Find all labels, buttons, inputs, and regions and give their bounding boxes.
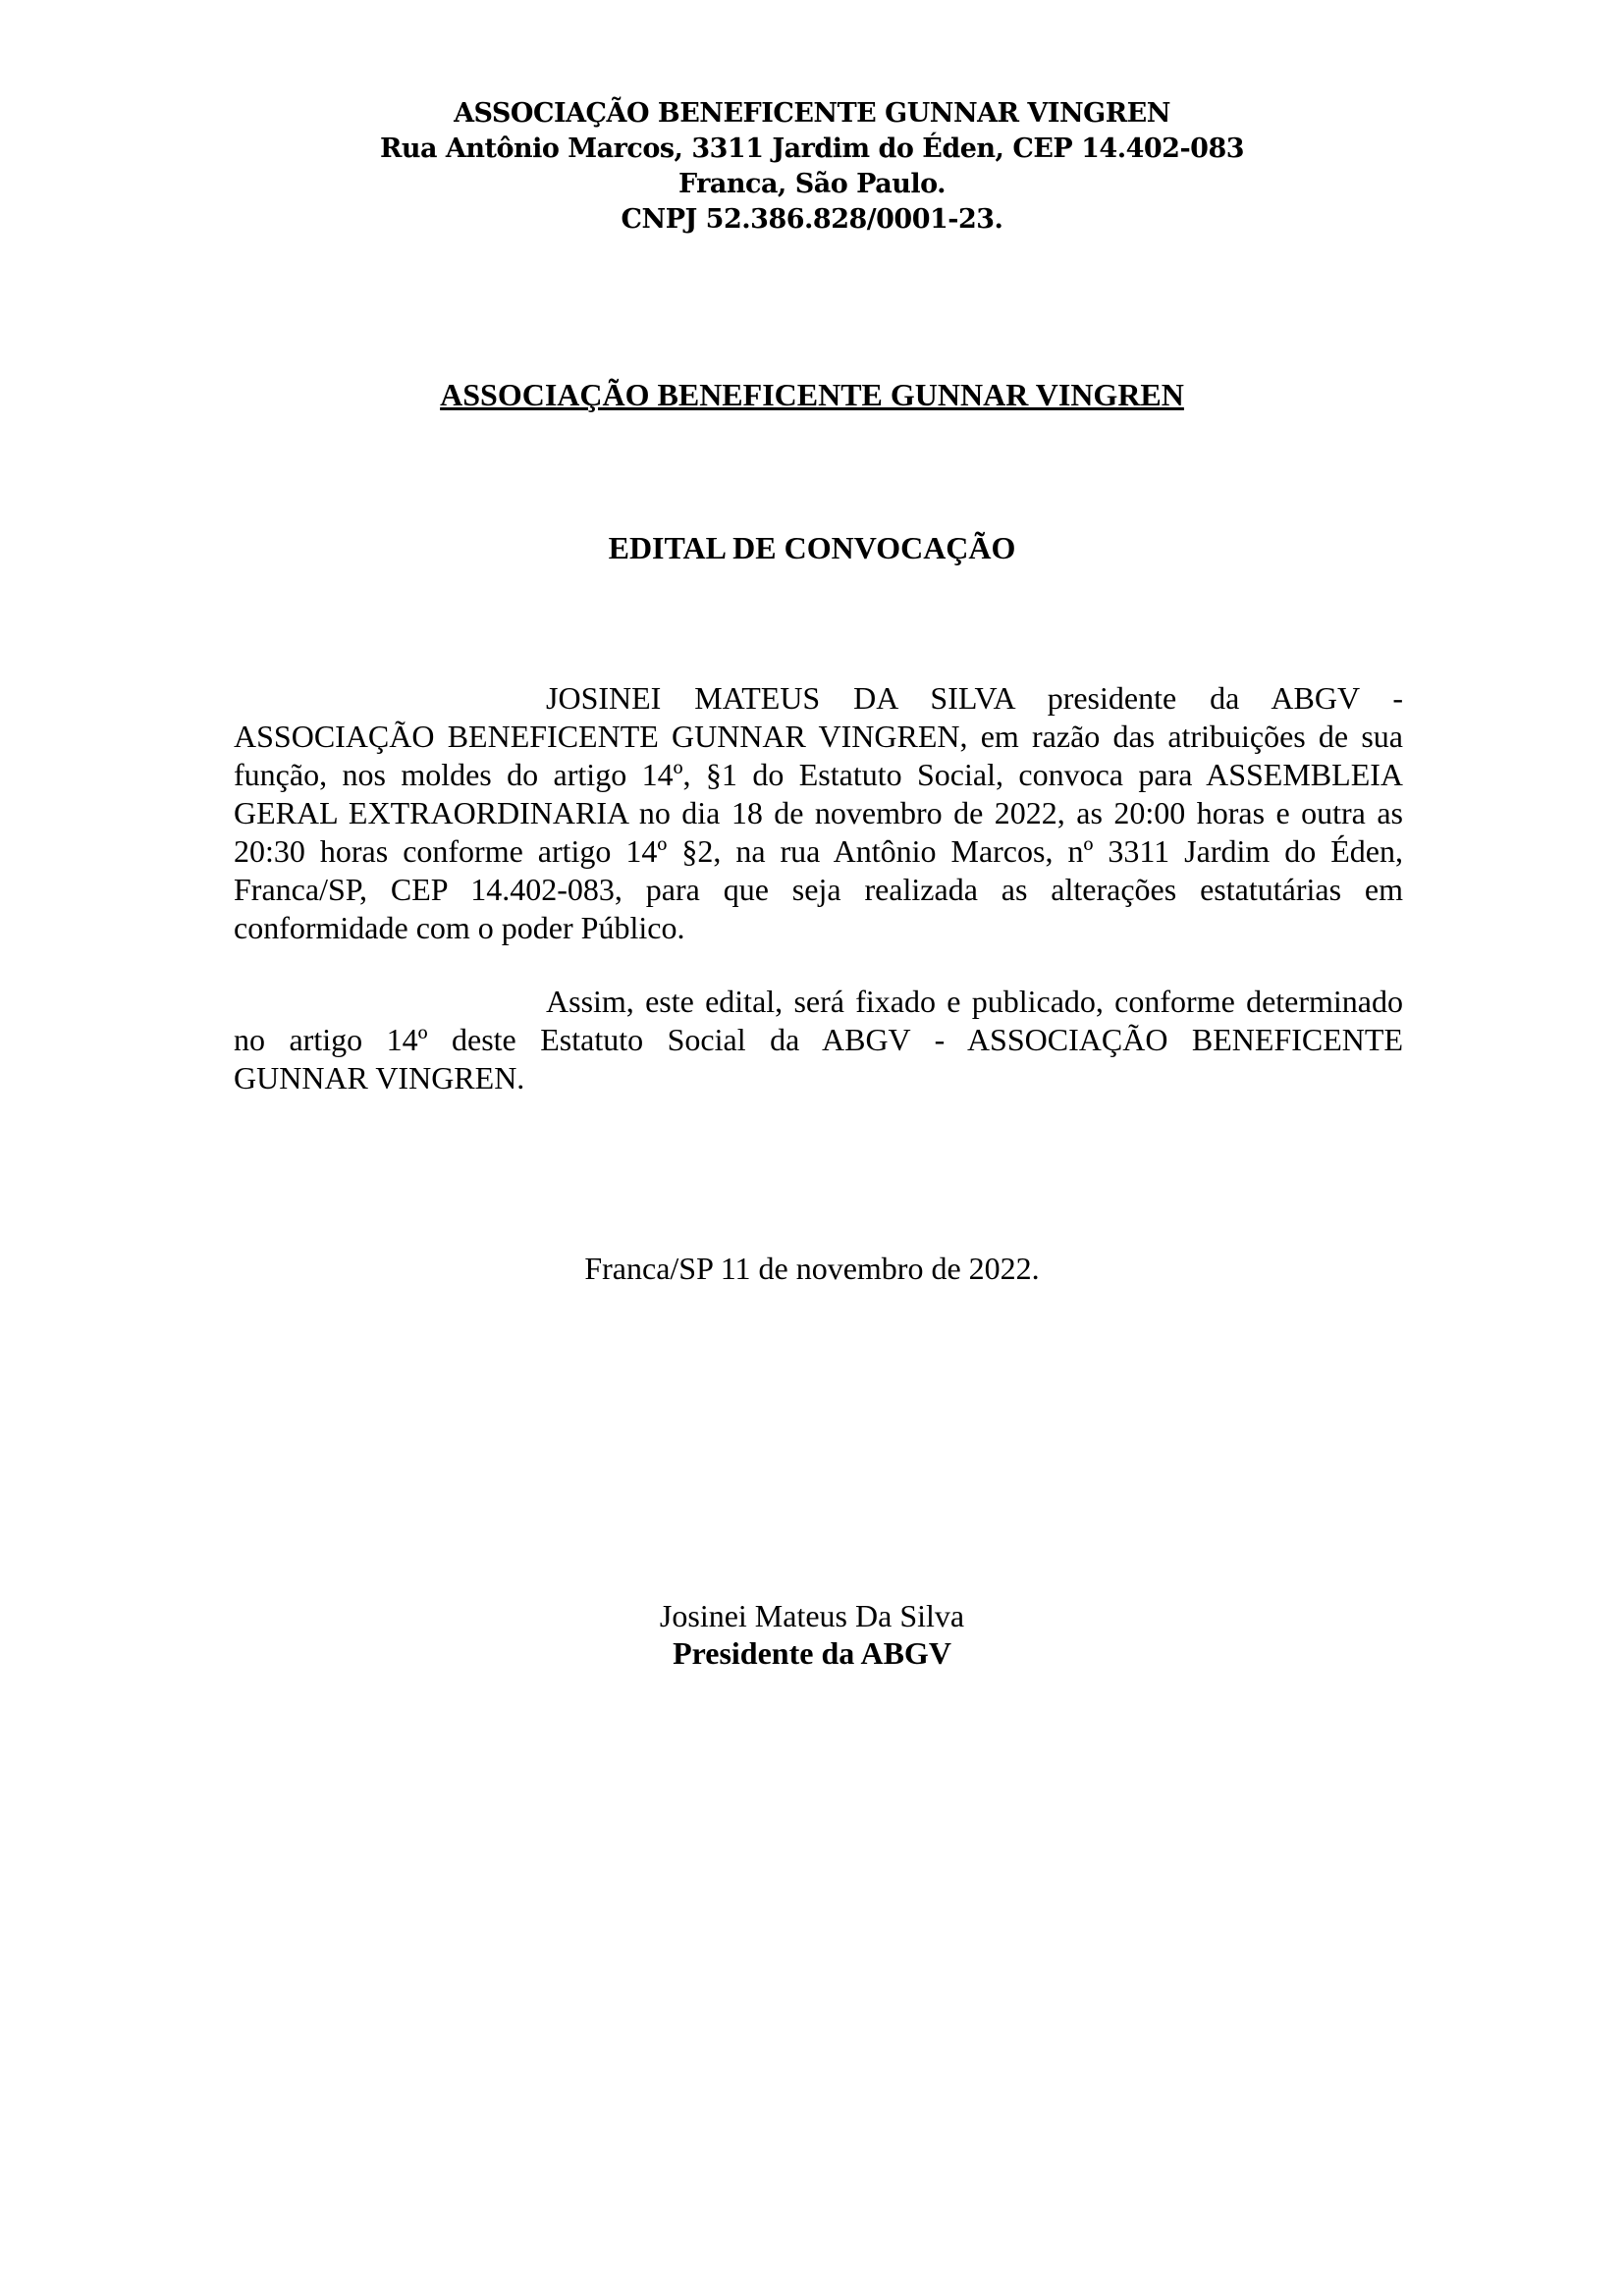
paragraph1-line: ASSOCIAÇÃO BENEFICENTE GUNNAR VINGREN, em razão das atribuições de sua (234, 719, 1403, 754)
paragraph2-line: Assim, este edital, será fixado e publicado, conforme determinado (546, 984, 1403, 1019)
letterhead-city: Franca, São Paulo. (677, 169, 947, 199)
signature-name: Josinei Mateus Da Silva (659, 1598, 965, 1633)
paragraph1-line: função, nos moldes do artigo 14º, §1 do Estatuto Social, convoca para ASSEMBLEIA (234, 757, 1403, 792)
letterhead-name: ASSOCIAÇÃO BENEFICENTE GUNNAR VINGREN (454, 98, 1170, 129)
paragraph2-line: GUNNAR VINGREN. (234, 1060, 525, 1095)
letterhead-cnpj: CNPJ 52.386.828/0001-23. (621, 204, 1003, 235)
paragraph2-line: no artigo 14º deste Estatuto Social da ABGV - ASSOCIAÇÃO BENEFICENTE (234, 1022, 1403, 1057)
date-line: Franca/SP 11 de novembro de 2022. (584, 1251, 1040, 1286)
document-title-text: ASSOCIAÇÃO BENEFICENTE GUNNAR VINGREN (440, 377, 1184, 412)
letterhead-address: Rua Antônio Marcos, 3311 Jardim do Éden, CEP 14.402-083 (379, 133, 1245, 164)
document-title (0, 377, 1624, 413)
paragraph1-line: GERAL EXTRAORDINARIA no dia 18 de novembro de 2022, as 20:00 horas e outra as (234, 795, 1403, 830)
paragraph1-line: JOSINEI MATEUS DA SILVA presidente da ABGV - (546, 680, 1403, 716)
paragraph1-line: conformidade com o poder Público. (234, 910, 685, 945)
paragraph1-line: 20:30 horas conforme artigo 14º §2, na rua Antônio Marcos, nº 3311 Jardim do Éden, (234, 833, 1403, 869)
document-subtitle: EDITAL DE CONVOCAÇÃO (608, 530, 1016, 565)
signature-role: Presidente da ABGV (673, 1635, 951, 1671)
paragraph1-line: Franca/SP, CEP 14.402-083, para que seja realizada as alterações estatutárias em (234, 872, 1403, 907)
